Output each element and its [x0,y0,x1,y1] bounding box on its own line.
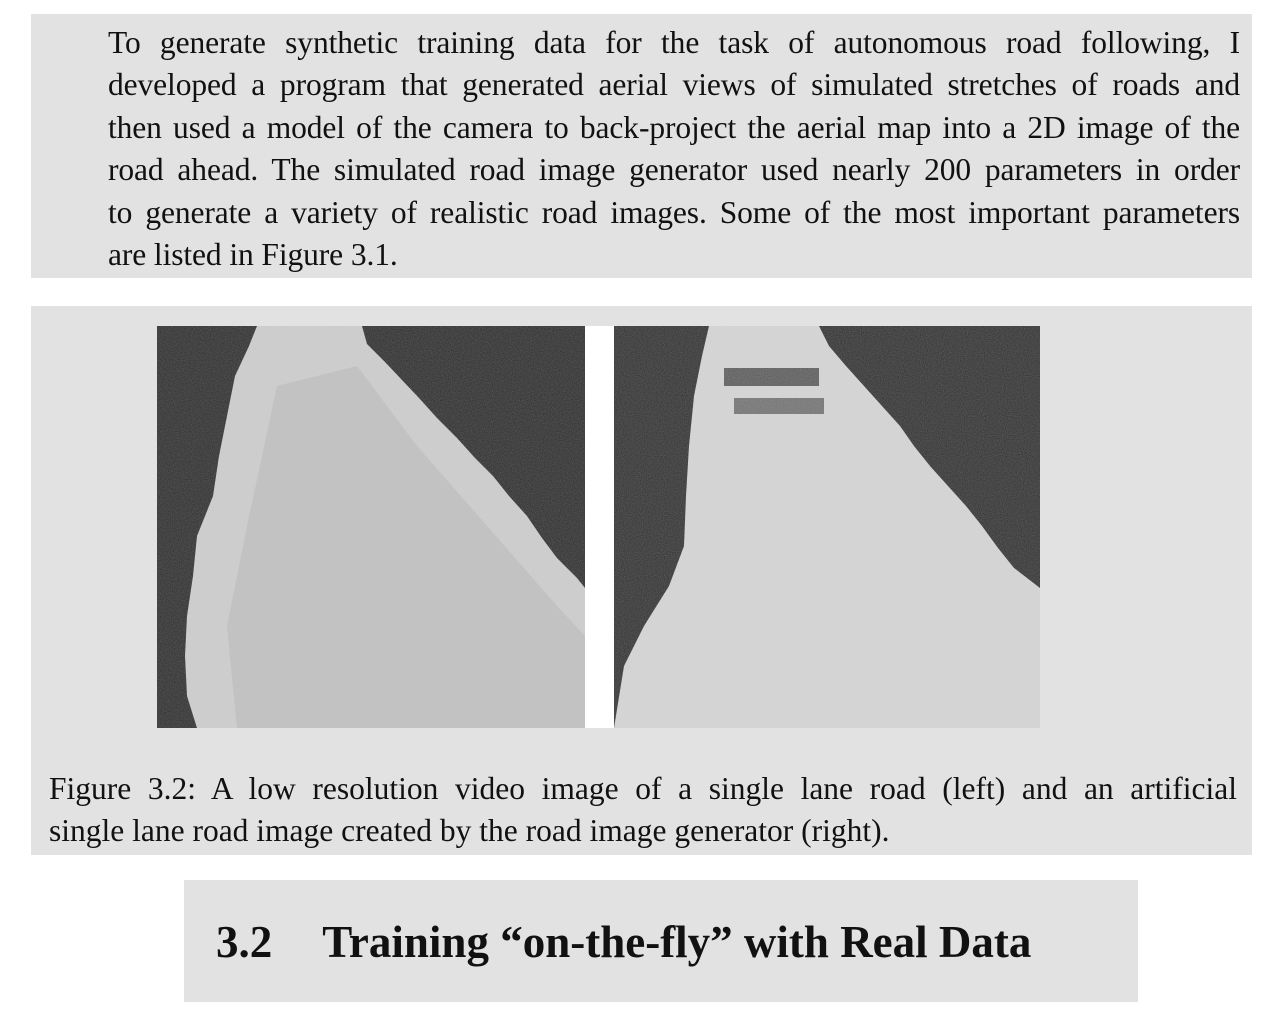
left-road-graphic [157,326,585,728]
section-heading [216,916,1031,968]
section-number: 3.2 [216,917,273,967]
paragraph-line: To generate synthetic training data for the task of autonomous road following, I [108,25,1240,60]
caption-line: single lane road image created by the road image generator (right). [49,813,890,848]
body-paragraph [53,22,1240,276]
section-title: Training “on-the-fly” with Real Data [322,917,1032,967]
right-road-graphic [614,326,1040,728]
paragraph-line: developed a program that generated aerial views of simulated stretches of roads and [108,67,1240,103]
paragraph-line: are listed in Figure 3.1. [108,237,398,273]
paragraph-line: to generate a variety of realistic road images. Some of the most important parameters [108,194,1240,230]
figure-image-gap [585,326,614,728]
paragraph-line: road ahead. The simulated road image generator used nearly 200 parameters in order [108,152,1240,188]
section-heading-block [184,880,1138,1002]
figure-caption [49,768,1237,852]
right-road-image [614,326,1040,728]
paragraph-line: then used a model of the camera to back-project the aerial map into a 2D image of the [108,109,1240,145]
figure-3-2 [31,306,1252,855]
left-road-image [157,326,585,728]
body-paragraph-block [31,14,1252,278]
caption-line: Figure 3.2: A low resolution video image of a single lane road (left) and an artificial [49,771,1237,806]
